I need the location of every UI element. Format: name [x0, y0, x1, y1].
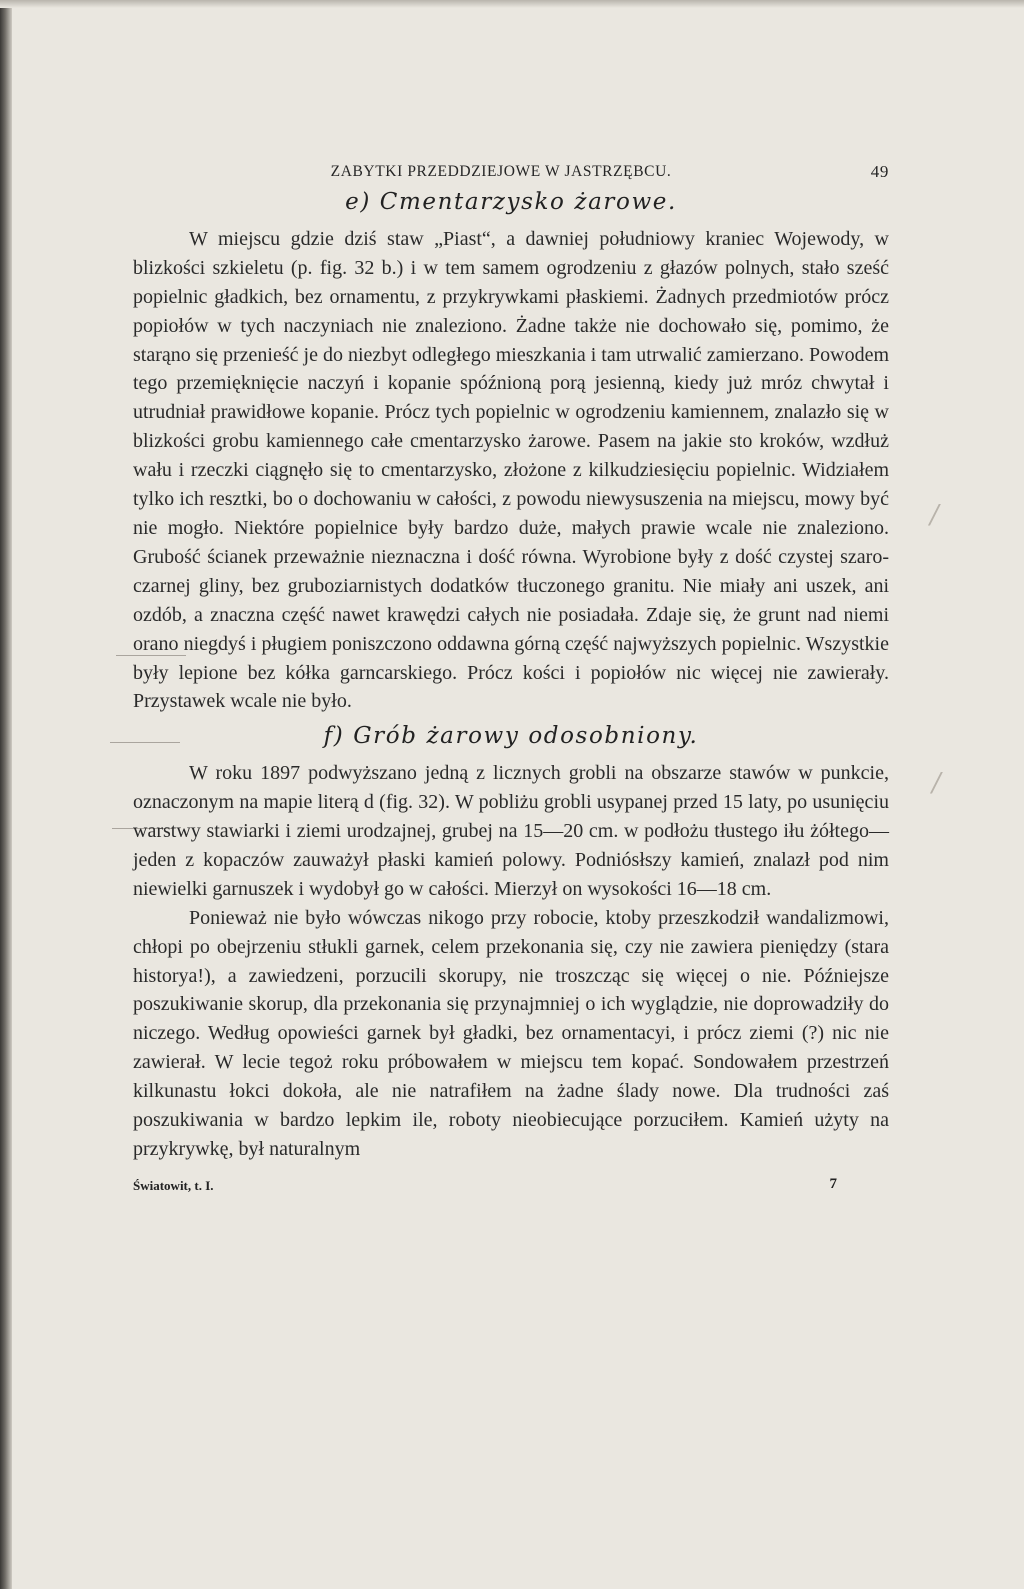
- scan-top-edge: [0, 0, 1024, 8]
- section-f-paragraph-1: W roku 1897 podwyższano jedną z licznych grobli na obszarze stawów w punkcie, oznaczonym na mapie literą d (fig. 32). W pobliżu grobli usypanej przed 15 laty, po usunięciu warstwy stawiarki i ziemi urodzajnej, grubej na 15—20 cm. w podłożu tłustego iłu żółtego—jeden z kopaczów zauważył płaski kamień polowy. Podniósłszy kamień, znalazł pod nim niewielki garnuszek i wydobył go w całości. Mierzył on wysokości 16—18 cm.: [133, 762, 889, 900]
- section-f-paragraph-2: Ponieważ nie było wówczas nikogo przy robocie, ktoby przeszkodził wandalizmowi, chłopi po obejrzeniu stłukli garnek, celem przekonania się, czy nie zawiera pieniędzy (stara historya!), a zawiedzeni, porzucili skorupy, nie troszcząc się więcej o nie. Późniejsze poszukiwanie skorup, dla przekonania się przynajmniej o ich wyglądzie, nie doprowadziły do niczego. Według opowieści garnek był gładki, bez ornamentacyi, i prócz ziemi (?) nic nie zawierał. W lecie tegoż roku próbowałem w miejscu tem kopać. Sondowałem przestrzeń kilkunastu łokci dokoła, ale nie natrafiłem na żadne ślady nowe. Dla trudności zaś poszukiwania w bardzo lepkim ile, roboty nieobiecujące porzuciłem. Kamień użyty na przykrywkę, był naturalnym: [133, 906, 889, 1160]
- section-e-heading: e) Cmentarzysko żarowe.: [345, 189, 677, 215]
- footer-sheet-number: 7: [829, 1175, 837, 1192]
- margin-pencil-mark: /: [930, 500, 939, 530]
- page-footer: [133, 1170, 889, 1194]
- section-f-heading: f) Grób żarowy odosobniony.: [323, 723, 699, 750]
- page-number: 49: [870, 162, 889, 181]
- scan-binding-edge: [0, 0, 12, 1589]
- section-e-paragraph: W miejscu gdzie dziś staw „Piast“, a dawniej południowy kraniec Wojewody, w blizkości szkieletu (p. fig. 32 b.) i w tem samem ogrodzeniu z głazów polnych, stało sześć popielnic gładkich, bez ornamentu, z przykrywkami płaskiemi. Żadnych przedmiotów prócz popiołów w tych naczyniach nie znaleziono. Żadne także nie dochowało się, pomimo, że starąno się przenieść je do niezbyt odległego mieszkania i tam utrwalić zamierzano. Powodem tego przemięknięcie naczyń i kopanie spóźnioną porą jesienną, kiedy już mróz chwytał i utrudniał prawidłowe kopanie. Prócz tych popielnic w ogrodzeniu kamiennem, znalazło się w blizkości grobu kamiennego całe cmentarzysko żarowe. Pasem na jakie sto kroków, wzdłuż wału i rzeczki ciągnęło się to cmentarzysko, złożone z kilkudziesięciu popielnic. Widziałem tylko ich resztki, bo o dochowaniu w całości, z powodu niewysuszenia na miejscu, mowy być nie mogło. Niektóre popielnice były bardzo duże, małych prawie wcale nie znaleziono. Grubość ścianek przeważnie nieznaczna i dość równa. Wyrobione były z dość czystej szaro-czarnej gliny, bez gruboziarnistych dodatków tłuczonego granitu. Nie miały ani uszek, ani ozdób, a znaczna część nawet krawędzi całych nie posiadała. Zdaje się, że grunt nad niemi orano niegdyś i pługiem poniszczono oddawna górną część najwyższych popielnic. Wszystkie były lepione bez kółka garncarskiego. Prócz kości i popiołów nic więcej nie zawierały. Przystawek wcale nie było.: [133, 227, 889, 713]
- margin-pencil-mark: /: [932, 768, 941, 798]
- footer-signature: Światowit, t. I.: [133, 1177, 214, 1193]
- running-title: ZABYTKI PRZEDDZIEJOWE W JASTRZĘBCU.: [330, 163, 672, 180]
- running-head: [133, 150, 889, 186]
- book-page: [133, 150, 889, 1194]
